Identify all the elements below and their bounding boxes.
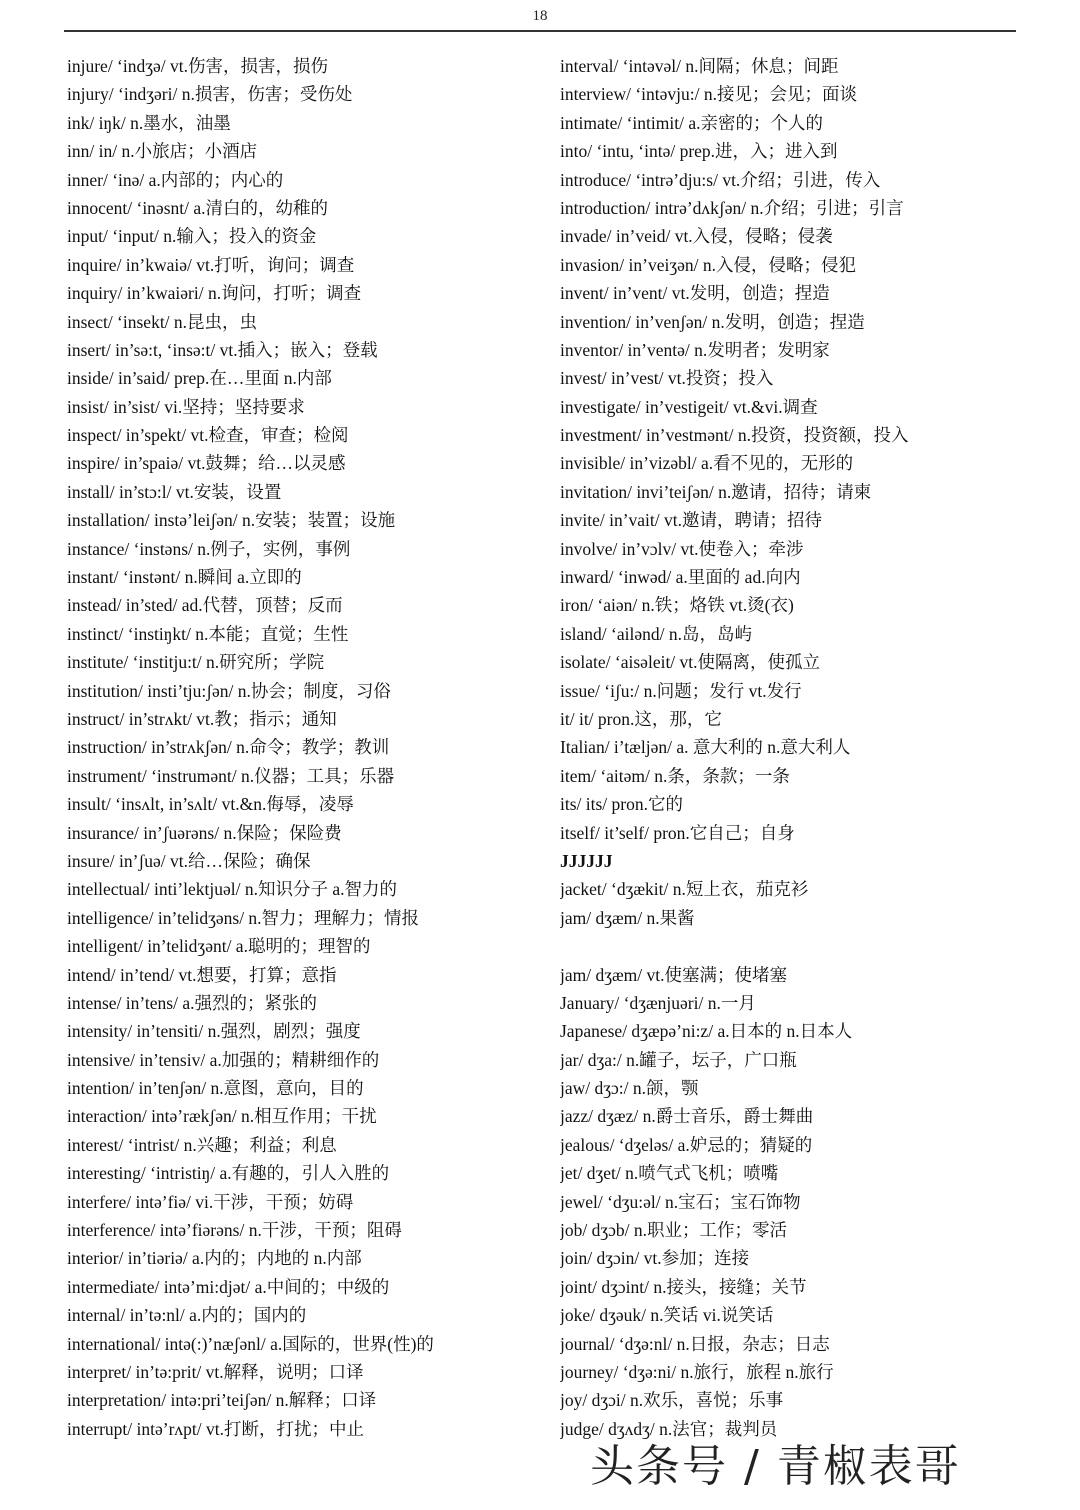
vocab-entry: inner/ ‘inə/ a.内部的；内心的 bbox=[67, 169, 284, 190]
vocab-entry: invade/ in’veid/ vt.入侵，侵略；侵袭 bbox=[560, 226, 833, 247]
vocab-entry: intense/ in’tens/ a.强烈的；紧张的 bbox=[67, 992, 317, 1013]
vocab-entry: invest/ in’vest/ vt.投资；投入 bbox=[560, 368, 774, 389]
vocab-entry: insure/ in’ʃuə/ vt.给…保险；确保 bbox=[67, 850, 311, 871]
vocab-entry: joke/ dʒəuk/ n.笑话 vi.说笑话 bbox=[560, 1305, 774, 1326]
vocab-entry: jam/ dʒæm/ n.果酱 bbox=[560, 907, 695, 928]
right-column bbox=[560, 52, 1030, 1443]
vocab-entry: invasion/ in’veiʒən/ n.入侵，侵略；侵犯 bbox=[560, 254, 857, 275]
vocab-entry: intellectual/ inti’lektjuəl/ n.知识分子 a.智力的 bbox=[67, 879, 398, 900]
vocab-entry: instead/ in’sted/ ad.代替，顶替；反而 bbox=[67, 595, 343, 616]
vocab-entry: intensive/ in’tensiv/ a.加强的；精耕细作的 bbox=[67, 1049, 380, 1070]
vocab-entry: jaw/ dʒɔ:/ n.颌，颚 bbox=[560, 1078, 699, 1099]
vocab-entry: intelligent/ in’telidʒənt/ a.聪明的；理智的 bbox=[67, 936, 371, 957]
vocab-entry: invent/ in’vent/ vt.发明，创造；捏造 bbox=[560, 283, 830, 304]
vocab-entry: interpret/ in’tə:prit/ vt.解释，说明；口译 bbox=[67, 1361, 364, 1382]
vocab-entry: inspect/ in’spekt/ vt.检查，审查；检阅 bbox=[67, 425, 349, 446]
vocab-entry: insurance/ in’ʃuərəns/ n.保险；保险费 bbox=[67, 822, 342, 843]
vocab-entry: job/ dʒɔb/ n.职业；工作；零活 bbox=[560, 1220, 787, 1241]
vocab-entry: invisible/ in’vizəbl/ a.看不见的，无形的 bbox=[560, 453, 854, 474]
vocab-entry: intensity/ in’tensiti/ n.强烈，剧烈；强度 bbox=[67, 1021, 361, 1042]
vocab-entry: it/ it/ pron.这，那，它 bbox=[560, 708, 722, 729]
vocab-entry: introduction/ intrə’dʌkʃən/ n.介绍；引进；引言 bbox=[560, 197, 904, 218]
vocab-entry: intelligence/ in’telidʒəns/ n.智力；理解力；情报 bbox=[67, 907, 420, 928]
vocab-entry: jam/ dʒæm/ vt.使塞满；使堵塞 bbox=[560, 964, 788, 985]
vocab-entry: jealous/ ‘dʒeləs/ a.妒忌的；猜疑的 bbox=[560, 1134, 813, 1155]
vocab-entry: intention/ in’tenʃən/ n.意图，意向，目的 bbox=[67, 1078, 364, 1099]
vocab-entry: join/ dʒɔin/ vt.参加；连接 bbox=[560, 1248, 750, 1269]
vocab-entry: isolate/ ‘aisəleit/ vt.使隔离，使孤立 bbox=[560, 652, 821, 673]
vocab-entry: insult/ ‘insʌlt, in’sʌlt/ vt.&n.侮辱，凌辱 bbox=[67, 794, 354, 815]
vocab-entry: interference/ intə’fiərəns/ n.干涉，干预；阻碍 bbox=[67, 1220, 402, 1241]
vocab-entry: issue/ ‘iʃu:/ n.问题；发行 vt.发行 bbox=[560, 680, 802, 701]
vocab-entry: invention/ in’venʃən/ n.发明，创造；捏造 bbox=[560, 311, 865, 332]
vocab-entry: instance/ ‘instəns/ n.例子，实例，事例 bbox=[67, 538, 351, 559]
vocab-entry: injure/ ‘indʒə/ vt.伤害，损害，损伤 bbox=[67, 56, 329, 76]
vocab-entry: jewel/ ‘dʒu:əl/ n.宝石；宝石饰物 bbox=[560, 1191, 801, 1212]
header-rule bbox=[64, 30, 1016, 32]
vocab-entry: instruct/ in’strʌkt/ vt.教；指示；通知 bbox=[67, 708, 337, 729]
vocab-entry: inspire/ in’spaiə/ vt.鼓舞；给…以灵感 bbox=[67, 453, 346, 474]
vocab-entry: instruction/ in’strʌkʃən/ n.命令；教学；教训 bbox=[67, 737, 390, 758]
vocab-entry: Italian/ i’tæljən/ a. 意大利的 n.意大利人 bbox=[560, 737, 851, 758]
vocab-entry: interaction/ intə’rækʃən/ n.相互作用；干扰 bbox=[67, 1106, 377, 1127]
vocab-entry: institute/ ‘institju:t/ n.研究所；学院 bbox=[67, 652, 325, 673]
left-column bbox=[67, 52, 537, 1443]
vocab-entry: introduce/ ‘intrə’dju:s/ vt.介绍；引进，传入 bbox=[560, 169, 881, 190]
vocab-entry: international/ intə(:)’næʃənl/ a.国际的，世界(性)的 bbox=[67, 1333, 434, 1354]
vocab-entry: insist/ in’sist/ vi.坚持；坚持要求 bbox=[67, 396, 305, 417]
vocab-entry: ink/ iŋk/ n.墨水，油墨 bbox=[67, 112, 231, 133]
vocab-entry: investigate/ in’vestigeit/ vt.&vi.调查 bbox=[560, 396, 818, 417]
vocab-entry: inside/ in’said/ prep.在…里面 n.内部 bbox=[67, 368, 332, 389]
vocab-entry: journal/ ‘dʒə:nl/ n.日报，杂志；日志 bbox=[560, 1333, 830, 1354]
page-number: 18 bbox=[532, 8, 548, 24]
vocab-entry: insect/ ‘insekt/ n.昆虫，虫 bbox=[67, 311, 258, 332]
vocab-entry: institution/ insti’tju:ʃən/ n.协会；制度，习俗 bbox=[67, 680, 391, 701]
vocab-entry: jazz/ dʒæz/ n.爵士音乐，爵士舞曲 bbox=[560, 1106, 814, 1127]
vocab-entry: internal/ in’tə:nl/ a.内的；国内的 bbox=[67, 1305, 307, 1326]
vocab-entry: insert/ in’sə:t, ‘insə:t/ vt.插入；嵌入；登载 bbox=[67, 339, 378, 360]
vocab-entry: inn/ in/ n.小旅店；小酒店 bbox=[67, 141, 258, 162]
vocab-entry: intimate/ ‘intimit/ a.亲密的；个人的 bbox=[560, 112, 823, 133]
vocab-entry: inquiry/ in’kwaiəri/ n.询问，打听；调查 bbox=[67, 283, 362, 304]
vocab-entry: journey/ ‘dʒə:ni/ n.旅行，旅程 n.旅行 bbox=[560, 1361, 834, 1382]
vocab-entry: island/ ‘ailənd/ n.岛，岛屿 bbox=[560, 623, 752, 644]
vocab-entry: investment/ in’vestmənt/ n.投资，投资额，投入 bbox=[560, 425, 909, 446]
watermark: 头条号 / 青椒表哥 bbox=[590, 1441, 961, 1492]
vocab-entry: innocent/ ‘inəsnt/ a.清白的，幼稚的 bbox=[67, 197, 329, 218]
vocab-entry: Japanese/ dʒæpə’ni:z/ a.日本的 n.日本人 bbox=[560, 1021, 853, 1042]
vocab-entry: involve/ in’vɔlv/ vt.使卷入；牵涉 bbox=[560, 538, 804, 559]
vocab-entry: itself/ it’self/ pron.它自己；自身 bbox=[560, 822, 795, 843]
vocab-entry: jet/ dʒet/ n.喷气式飞机；喷嘴 bbox=[560, 1163, 779, 1184]
vocab-entry: instinct/ ‘instiŋkt/ n.本能；直觉；生性 bbox=[67, 623, 349, 644]
vocab-entry bbox=[560, 932, 1030, 960]
vocab-entry: interrupt/ intə’rʌpt/ vt.打断，打扰；中止 bbox=[67, 1418, 364, 1439]
vocab-entry: January/ ‘dʒænjuəri/ n.一月 bbox=[560, 992, 756, 1013]
vocab-entry: interesting/ ‘intristiŋ/ a.有趣的，引人入胜的 bbox=[67, 1163, 390, 1184]
vocab-entry: invite/ in’vait/ vt.邀请，聘请；招待 bbox=[560, 510, 822, 531]
vocab-entry: joy/ dʒɔi/ n.欢乐，喜悦；乐事 bbox=[560, 1390, 784, 1411]
vocab-entry: its/ its/ pron.它的 bbox=[560, 794, 683, 815]
vocab-entry: injury/ ‘indʒəri/ n.损害，伤害；受伤处 bbox=[67, 84, 353, 105]
vocab-entry: interview/ ‘intəvju:/ n.接见；会见；面谈 bbox=[560, 84, 857, 105]
vocab-entry: interior/ in’tiəriə/ a.内的；内地的 n.内部 bbox=[67, 1248, 362, 1269]
vocab-entry: interest/ ‘intrist/ n.兴趣；利益；利息 bbox=[67, 1134, 337, 1155]
vocab-entry: iron/ ‘aiən/ n.铁；烙铁 vt.烫(衣) bbox=[560, 595, 794, 616]
vocab-entry: joint/ dʒɔint/ n.接头，接缝；关节 bbox=[560, 1276, 807, 1297]
vocab-entry: invitation/ invi’teiʃən/ n.邀请，招待；请柬 bbox=[560, 481, 872, 502]
vocab-entry: interpretation/ intə:pri’teiʃən/ n.解释；口译 bbox=[67, 1390, 377, 1411]
vocab-entry: interval/ ‘intəvəl/ n.间隔；休息；间距 bbox=[560, 56, 839, 76]
vocab-entry: input/ ‘input/ n.输入；投入的资金 bbox=[67, 226, 317, 247]
vocab-entry: jacket/ ‘dʒækit/ n.短上衣，茄克衫 bbox=[560, 879, 809, 900]
vocab-entry: judge/ dʒʌdʒ/ n.法官；裁判员 bbox=[560, 1418, 778, 1439]
vocab-entry: installation/ instə’leiʃən/ n.安装；装置；设施 bbox=[67, 510, 396, 531]
vocab-entry: jar/ dʒa:/ n.罐子，坛子，广口瓶 bbox=[560, 1049, 797, 1070]
vocab-entry: JJJJJJ bbox=[560, 850, 613, 871]
vocab-entry: intend/ in’tend/ vt.想要，打算；意指 bbox=[67, 964, 337, 985]
vocab-entry: intermediate/ intə’mi:djət/ a.中间的；中级的 bbox=[67, 1276, 390, 1297]
vocab-entry: instrument/ ‘instrumənt/ n.仪器；工具；乐器 bbox=[67, 765, 395, 786]
vocab-entry: inquire/ in’kwaiə/ vt.打听，询问；调查 bbox=[67, 254, 355, 275]
vocab-entry: instant/ ‘instənt/ n.瞬间 a.立即的 bbox=[67, 567, 302, 588]
vocab-entry: install/ in’stɔ:l/ vt.安装，设置 bbox=[67, 481, 282, 502]
vocab-entry: inward/ ‘inwəd/ a.里面的 ad.向内 bbox=[560, 567, 801, 588]
vocab-entry: item/ ‘aitəm/ n.条，条款；一条 bbox=[560, 765, 790, 786]
vocab-entry: interfere/ intə’fiə/ vi.干涉，干预；妨碍 bbox=[67, 1191, 354, 1212]
vocab-entry: into/ ‘intu, ‘intə/ prep.进，入；进入到 bbox=[560, 141, 838, 162]
vocab-entry: inventor/ in’ventə/ n.发明者；发明家 bbox=[560, 339, 830, 360]
